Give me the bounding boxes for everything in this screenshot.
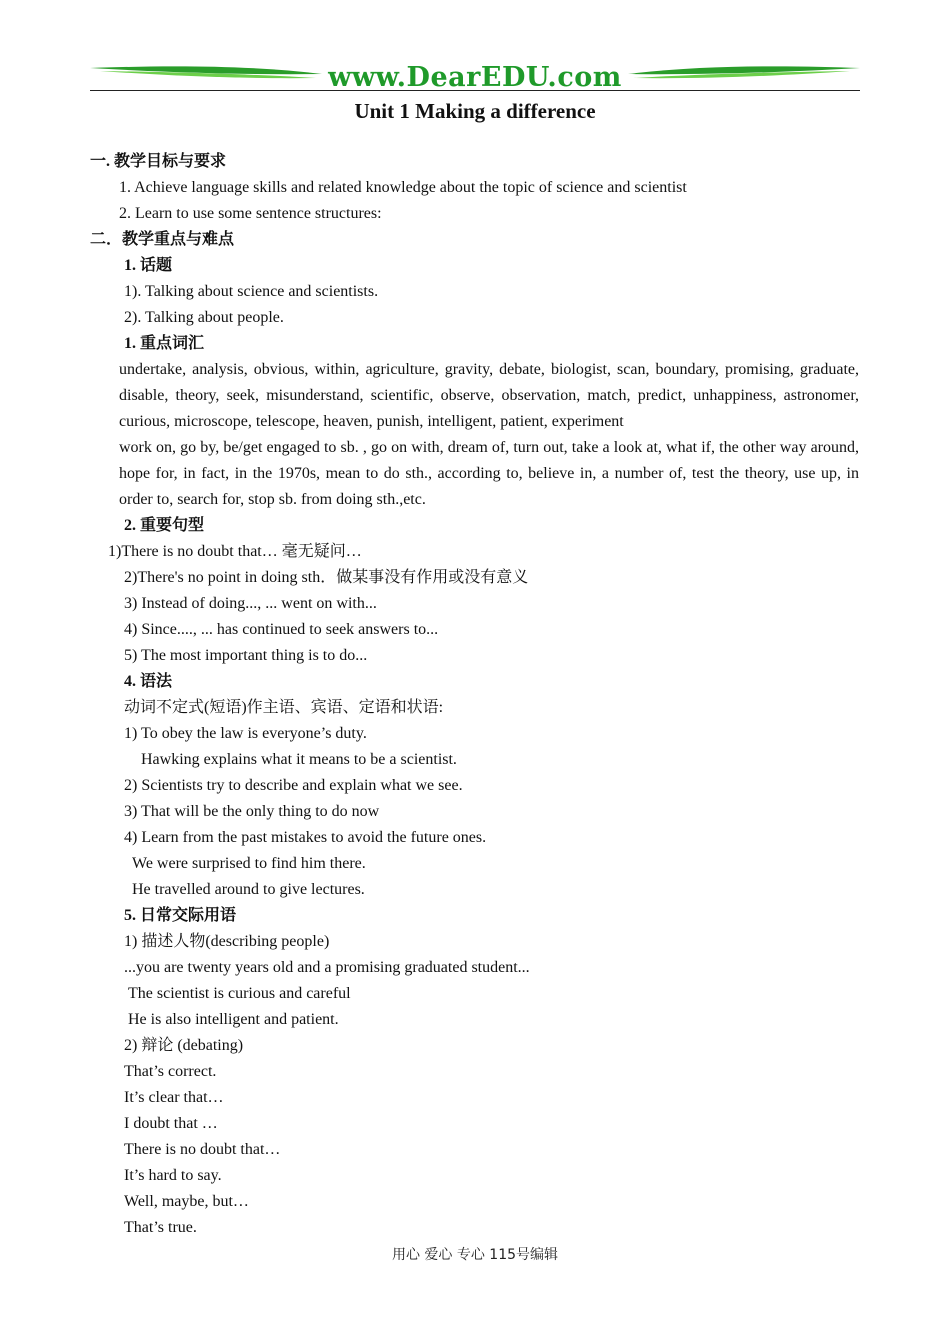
pattern-item: 5) The most important thing is to do... [124,647,368,664]
site-logo-text: www.DearEDU.com [328,62,622,93]
subheading-vocabulary: 1. 重点词汇 [124,335,205,352]
subheading-sentence-patterns: 2. 重要句型 [124,517,205,534]
vocabulary-words: undertake, analysis, obvious, within, agriculture, gravity, debate, biologist, scan, boundary, promising, graduate, disable, theory, seek, misunderstand, scientific, observe, observation, match, predict, unhappiness, astronomer, curious, microscope, telescope, heaven, punish, intelligent, patient, experiment [119,361,859,430]
expression-item: That’s true. [124,1219,197,1236]
header-rule [90,90,860,91]
subheading-topic: 1. 话题 [124,257,173,274]
goal-item: 2. Learn to use some sentence structures: [119,205,382,222]
vocabulary-phrases: work on, go by, be/get engaged to sb. , go on with, dream of, turn out, take a look at, what if, the other way around, hope for, in fact, in the 1970s, mean to do sth., according to, believe in, a number of, test the theory, use up, in order to, search for, stop sb. from doing sth.,etc. [119,439,859,508]
grammar-intro: 动词不定式(短语)作主语、宾语、定语和状语: [124,699,444,716]
pattern-item: 4) Since...., ... has continued to seek answers to... [124,621,439,638]
expression-item: It’s clear that… [124,1089,224,1106]
grammar-example: 3) That will be the only thing to do now [124,803,380,820]
expression-item: It’s hard to say. [124,1167,222,1184]
page-title: Unit 1 Making a difference [354,99,596,123]
page-footer: 用心 爱心 专心 115号编辑 [391,1247,559,1263]
expression-item: The scientist is curious and careful [128,985,351,1002]
subheading-grammar: 4. 语法 [124,673,173,690]
pattern-item: 3) Instead of doing..., ... went on with... [124,595,377,612]
expression-category: 2) 辩论 (debating) [124,1037,244,1054]
expression-item: I doubt that … [124,1115,218,1132]
goal-item: 1. Achieve language skills and related knowledge about the topic of science and scientist [119,179,687,196]
expression-item: There is no doubt that… [124,1141,281,1158]
grammar-example: 1) To obey the law is everyone’s duty. [124,725,367,742]
section-heading-goals: 一. 教学目标与要求 [90,153,227,170]
subheading-daily-expressions: 5. 日常交际用语 [124,907,237,924]
grammar-example: 2) Scientists try to describe and explain what we see. [124,777,463,794]
topic-item: 1). Talking about science and scientists. [124,283,379,300]
expression-item: That’s correct. [124,1063,217,1080]
section-heading-keypoints: 二．教学重点与难点 [90,231,235,248]
expression-item: Well, maybe, but… [124,1193,249,1210]
pattern-item: 1)There is no doubt that… 毫无疑问… [108,543,362,560]
grammar-example: He travelled around to give lectures. [132,881,365,898]
grammar-example: 4) Learn from the past mistakes to avoid the future ones. [124,829,487,846]
grammar-example: We were surprised to find him there. [132,855,366,872]
grammar-example: Hawking explains what it means to be a scientist. [141,751,457,768]
pattern-item: 2)There's no point in doing sth．做某事没有作用或没有意义 [124,569,529,586]
topic-item: 2). Talking about people. [124,309,284,326]
expression-category: 1) 描述人物(describing people) [124,933,330,950]
expression-item: ...you are twenty years old and a promising graduated student... [124,959,530,976]
expression-item: He is also intelligent and patient. [128,1011,339,1028]
